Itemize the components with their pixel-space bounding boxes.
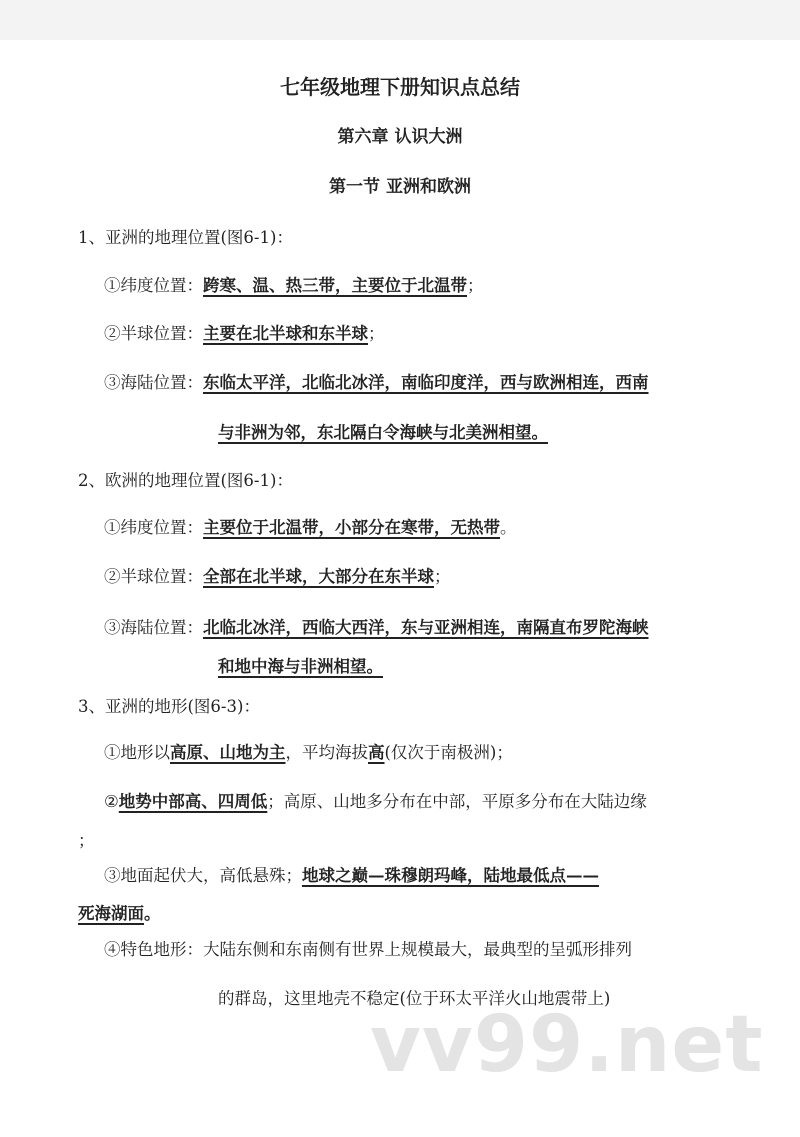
europe-hemisphere-item xyxy=(104,566,451,588)
item-tail: 。 xyxy=(500,518,517,537)
item-value-continued: 死海湖面 xyxy=(78,904,144,923)
asia-feature-item xyxy=(104,939,632,961)
item-number: ③ xyxy=(104,373,121,392)
asia-feature-continued: 的群岛，这里地壳不稳定(位于环太平洋火山地震带上) xyxy=(218,989,611,1008)
item-tail: ； xyxy=(467,276,484,295)
item-label: 半球位置： xyxy=(120,324,203,343)
item-value: 地球之巅—珠穆朗玛峰，陆地最低点—— xyxy=(302,866,599,885)
item-number: ② xyxy=(104,792,119,811)
item-number: ① xyxy=(104,743,121,762)
item-number: ① xyxy=(104,276,121,295)
asia-latitude-item xyxy=(104,275,484,297)
item-value: 主要位于北温带，小部分在寒带，无热带 xyxy=(203,518,500,537)
asia-elevation-continued xyxy=(78,903,161,925)
item-number: ② xyxy=(104,567,121,586)
section-title: 第一节 亚洲和欧洲 xyxy=(329,177,471,197)
item-label: 海陆位置： xyxy=(120,618,203,637)
asia-relief-continued: ； xyxy=(78,831,95,850)
item-prefix: 地面起伏大，高低悬殊； xyxy=(120,866,302,885)
asia-landform-item xyxy=(104,742,513,764)
item-value: 高原、山地为主 xyxy=(170,743,286,762)
asia-land-sea-item xyxy=(104,372,649,394)
asia-hemisphere-item xyxy=(104,323,385,345)
item-suffix: (仅次于南极洲)； xyxy=(384,743,513,762)
item-middle: ，平均海拔 xyxy=(285,743,368,762)
item-text: 大陆东侧和东南侧有世界上规模最大，最典型的呈弧形排列 xyxy=(203,940,632,959)
watermark: vv99.net xyxy=(370,1000,764,1090)
item-label: 半球位置： xyxy=(120,567,203,586)
item-label: 纬度位置： xyxy=(120,518,203,537)
europe-latitude-item xyxy=(104,517,517,539)
item-value: 北临北冰洋，西临大西洋，东与亚洲相连，南隔直布罗陀海峡 xyxy=(203,618,649,637)
item-number: ① xyxy=(104,518,121,537)
item-label: 特色地形： xyxy=(120,940,203,959)
item-label: 海陆位置： xyxy=(120,373,203,392)
chapter-title: 第六章 认识大洲 xyxy=(337,127,463,147)
item-suffix: ；高原、山地多分布在中部，平原多分布在大陆边缘 xyxy=(267,792,647,811)
item-number: ③ xyxy=(104,866,121,885)
item-label: 纬度位置： xyxy=(120,276,203,295)
asia-relief-item xyxy=(104,791,647,813)
item-prefix: 地形以 xyxy=(120,743,170,762)
document-page xyxy=(0,40,800,1137)
item-number: ② xyxy=(104,324,121,343)
doc-title: 七年级地理下册知识点总结 xyxy=(280,75,520,99)
europe-land-sea-item xyxy=(104,617,649,639)
item-value: 地势中部高、四周低 xyxy=(118,792,268,811)
asia-land-sea-continued: 与非洲为邻，东北隔白令海峡与北美洲相望。 xyxy=(218,423,548,442)
item-number: ③ xyxy=(104,618,121,637)
item-value-secondary: 高 xyxy=(368,743,385,762)
europe-land-sea-continued: 和地中海与非洲相望。 xyxy=(218,657,383,676)
item-tail: ； xyxy=(434,567,451,586)
top-band xyxy=(0,0,800,40)
item-tail: ； xyxy=(368,324,385,343)
item-value: 东临太平洋，北临北冰洋，南临印度洋，西与欧洲相连，西南 xyxy=(203,373,649,392)
asia-terrain-heading: 3、亚洲的地形(图6-3)： xyxy=(78,697,260,716)
europe-location-heading: 2、欧洲的地理位置(图6-1)： xyxy=(78,471,293,490)
item-tail: 。 xyxy=(144,904,161,923)
item-value: 主要在北半球和东半球 xyxy=(203,324,368,343)
asia-elevation-item xyxy=(104,865,599,887)
item-number: ④ xyxy=(104,940,121,959)
asia-location-heading: 1、亚洲的地理位置(图6-1)： xyxy=(78,228,293,247)
item-value: 跨寒、温、热三带，主要位于北温带 xyxy=(203,276,467,295)
item-value: 全部在北半球，大部分在东半球 xyxy=(203,567,434,586)
